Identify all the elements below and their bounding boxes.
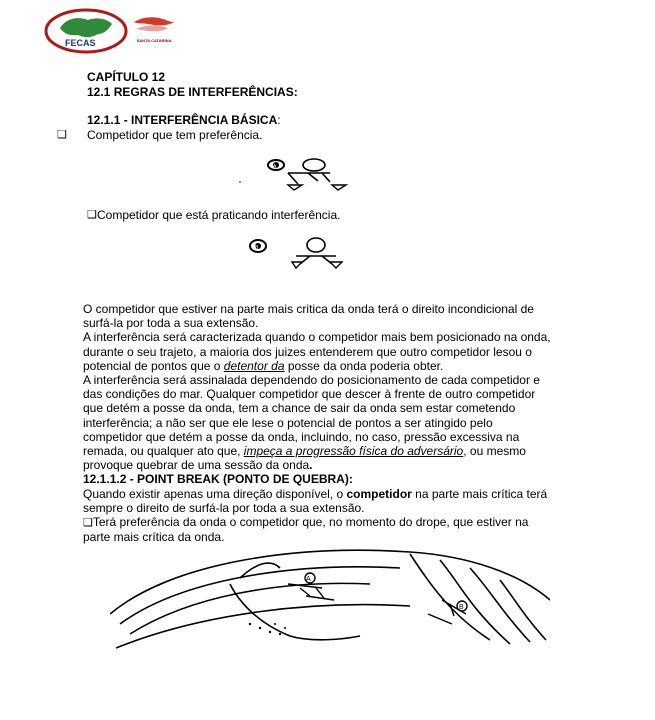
point-break-heading: 12.1.1.2 - POINT BREAK (PONTO DE QUEBRA): — [83, 472, 353, 487]
checkbox-bullet-icon: ❑ — [57, 129, 67, 141]
paragraph-drop-preference: ❑Terá preferência da onda o competidor que, no momento do drope, que estiver na parte mais crítica da onda. — [83, 515, 529, 545]
chapter-subtitle: 12.1 REGRAS DE INTERFERÊNCIAS: — [87, 85, 298, 99]
surfer-a-label: A — [273, 164, 277, 170]
body-text — [83, 302, 553, 544]
chapter-title: CAPÍTULO 12 — [87, 70, 166, 84]
logo-caption: SANTA CATARINA — [136, 38, 172, 43]
logo-text: FECAS — [65, 38, 96, 48]
item-preference: Competidor que tem preferência. — [87, 128, 263, 142]
item-interference: Competidor que está praticando interferência. — [97, 208, 341, 222]
paragraph-right-of-way: O competidor que estiver na parte mais critica da onda terá o direito incondicional de surfá-la por toda a sua extensão. — [83, 302, 534, 331]
surfer-a-figure — [230, 152, 360, 194]
wave-illustration — [110, 544, 550, 660]
paragraph-characterization: A interferência será caracterizada quando o competidor mais bem posicionado na onda, durante o seu trajeto, a maioria dos juizes entenderem que outro competidor lesou o potencial de pontos que o detentor da posse da onda poderia obter. — [83, 330, 551, 373]
surfer-b-label: B — [255, 245, 259, 251]
fecas-logo — [44, 8, 128, 54]
flag-swoosh-icon — [132, 14, 176, 40]
wave-surfer-a-label: A — [306, 576, 311, 583]
wave-surfer-b-label: B — [459, 604, 464, 611]
checkbox-bullet-icon: ❑ — [87, 209, 97, 221]
sc-flag-logo — [132, 14, 176, 46]
section-heading: 12.1.1 - INTERFERÊNCIA BÁSICA: — [87, 113, 281, 127]
paragraph-point-break: Quando existir apenas uma direção disponível, o competidor na parte mais crítica terá sempre o direito de surfá-la por toda a sua extensão. — [83, 486, 548, 515]
paragraph-signalling: A interferência será assinalada dependendo do posicionamento de cada competidor e das condições do mar. Qualquer competidor que descer à frente de outro competidor que detém a posse da onda, tem a chance de sair da onda sem estar cometendo interferência; a não ser que ele lese o potencial de pontos a ser atingido pelo competidor que detém a posse da onda, incluindo, no caso, pressão excessiva na remada, ou qualquer ato que, impeça a progressão física do adversário, ou mesmo provoque quebrar de uma sessão da onda. — [83, 373, 540, 473]
surfer-b-figure — [236, 232, 356, 274]
